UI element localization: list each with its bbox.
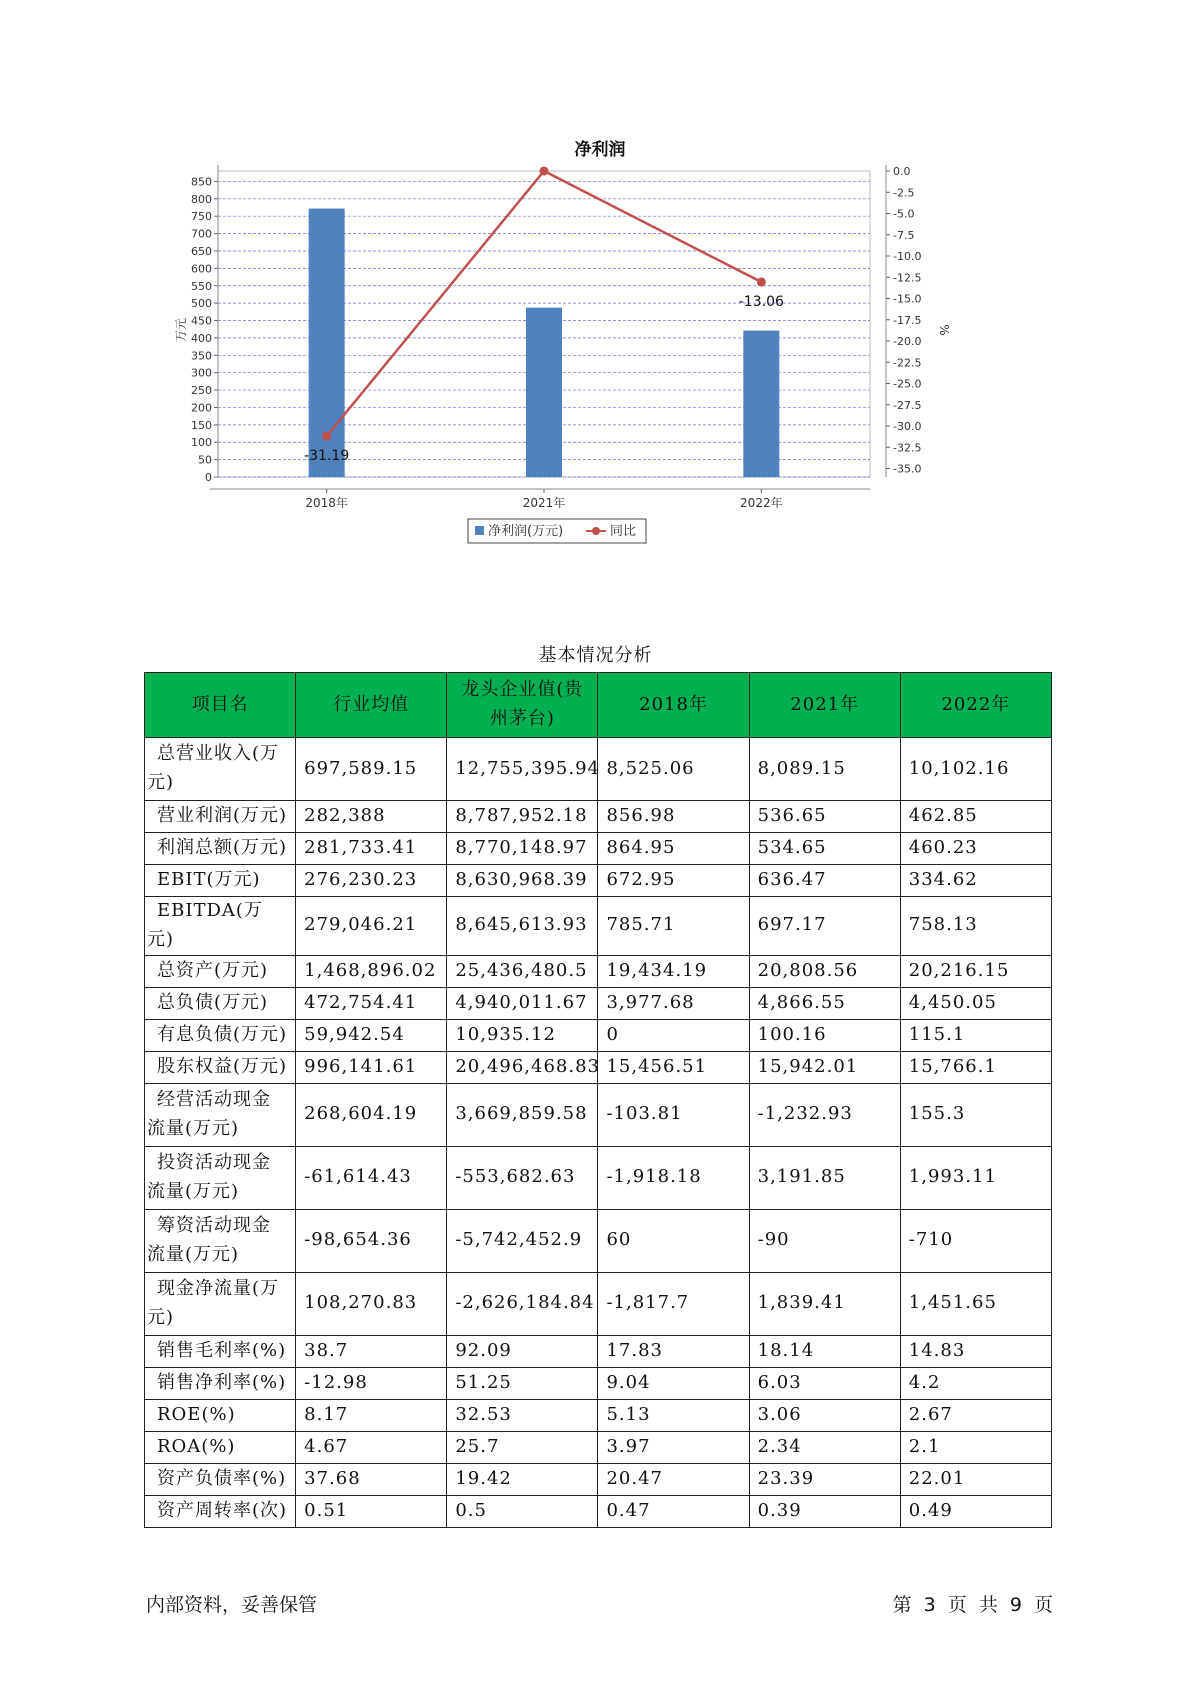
table-cell: 115.1: [900, 1019, 1051, 1051]
y-tick-label: 750: [191, 210, 212, 224]
footer-confidential: 内部资料，妥善保管: [146, 1594, 318, 1616]
table-cell: 5.13: [598, 1399, 749, 1431]
table-cell: 268,604.19: [296, 1083, 447, 1146]
y-right-tick-label: -32.5: [893, 441, 922, 455]
table-cell: 20.47: [598, 1463, 749, 1495]
y-tick-label: 400: [191, 331, 212, 345]
table-cell: 2.34: [749, 1431, 900, 1463]
table-cell: 279,046.21: [296, 897, 447, 956]
table-cell: 1,468,896.02: [296, 955, 447, 987]
row-label: 总营业收入(万元): [145, 738, 296, 801]
table-cell: 4,940,011.67: [447, 987, 598, 1019]
x-tick-label: 2021年: [522, 496, 566, 510]
table-row: [145, 1431, 1052, 1463]
table-cell: 8,630,968.39: [447, 865, 598, 897]
y-tick-label: 850: [191, 175, 212, 189]
x-tick-label: 2022年: [740, 496, 783, 510]
y-right-tick-label: 0.0: [893, 165, 911, 178]
table-cell: 2.1: [900, 1431, 1051, 1463]
row-label: EBIT(万元): [145, 865, 296, 897]
data-label: -13.06: [738, 294, 784, 311]
table-cell: 697.17: [749, 897, 900, 956]
table-cell: 0.47: [598, 1495, 749, 1527]
y-tick-label: 150: [191, 418, 212, 432]
table-cell: 15,942.01: [749, 1051, 900, 1083]
footer-page-number: 第 3 页 共 9 页: [892, 1594, 1053, 1616]
table-cell: 460.23: [900, 833, 1051, 865]
table-cell: -61,614.43: [296, 1146, 447, 1209]
y-tick-label: 550: [191, 279, 212, 293]
table-cell: 276,230.23: [296, 865, 447, 897]
table-cell: 0.5: [447, 1495, 598, 1527]
table-cell: 8,525.06: [598, 738, 749, 801]
table-cell: 10,102.16: [900, 738, 1051, 801]
table-row: [145, 1083, 1052, 1146]
table-cell: 4.2: [900, 1367, 1051, 1399]
row-label: EBITDA(万元): [145, 897, 296, 956]
table-cell: 282,388: [296, 801, 447, 833]
y-tick-label: 600: [191, 262, 212, 276]
table-cell: 155.3: [900, 1083, 1051, 1146]
y-axis-label: 万元: [174, 317, 188, 343]
table-cell: -553,682.63: [447, 1146, 598, 1209]
table-row: [145, 1209, 1052, 1272]
table-cell: 20,496,468.83: [447, 1051, 598, 1083]
table-cell: 334.62: [900, 865, 1051, 897]
table-cell: -90: [749, 1209, 900, 1272]
net-profit-chart: [150, 125, 1050, 595]
table-cell: 8,787,952.18: [447, 801, 598, 833]
y-tick-label: 350: [191, 349, 212, 363]
bar: [526, 308, 562, 477]
table-cell: 19,434.19: [598, 955, 749, 987]
row-label: 总负债(万元): [145, 987, 296, 1019]
row-label: 利润总额(万元): [145, 833, 296, 865]
table-header-row: [145, 673, 1052, 738]
table-cell: 536.65: [749, 801, 900, 833]
header-year-2022: 2022年: [900, 673, 1051, 738]
table-row: [145, 1272, 1052, 1335]
legend: [468, 519, 646, 543]
table-cell: 472,754.41: [296, 987, 447, 1019]
table-cell: 20,216.15: [900, 955, 1051, 987]
table-cell: 15,456.51: [598, 1051, 749, 1083]
y-right-tick-label: -30.0: [893, 420, 922, 433]
table-cell: 12,755,395.94: [447, 738, 598, 801]
table-row: [145, 897, 1052, 956]
y-tick-label: 450: [191, 314, 212, 328]
legend-label-line: 同比: [610, 524, 637, 539]
table-row: [145, 865, 1052, 897]
table-row: [145, 987, 1052, 1019]
table-row: [145, 738, 1052, 801]
table-cell: 19.42: [447, 1463, 598, 1495]
table-cell: 4.67: [296, 1431, 447, 1463]
table-cell: 100.16: [749, 1019, 900, 1051]
table-cell: 37.68: [296, 1463, 447, 1495]
table-cell: 8,089.15: [749, 738, 900, 801]
table-cell: 1,839.41: [749, 1272, 900, 1335]
table-row: [145, 833, 1052, 865]
y-tick-label: 200: [191, 401, 212, 415]
table-cell: 17.83: [598, 1335, 749, 1367]
y-right-tick-label: -15.0: [893, 292, 922, 306]
header-year-2021: 2021年: [749, 673, 900, 738]
row-label: ROE(%): [145, 1399, 296, 1431]
table-row: [145, 1463, 1052, 1495]
y-tick-label: 700: [191, 227, 212, 241]
row-label: 筹资活动现金流量(万元): [145, 1209, 296, 1272]
y-right-tick-label: -12.5: [893, 271, 922, 285]
y-right-tick-label: -27.5: [893, 398, 922, 412]
row-label: 现金净流量(万元): [145, 1272, 296, 1335]
table-cell: 10,935.12: [447, 1019, 598, 1051]
y-right-tick-label: -10.0: [893, 250, 922, 263]
table-cell: 4,450.05: [900, 987, 1051, 1019]
table-cell: 0: [598, 1019, 749, 1051]
legend-swatch-bar: [475, 526, 484, 535]
chart-title: 净利润: [574, 140, 626, 160]
table-cell: 15,766.1: [900, 1051, 1051, 1083]
table-cell: 9.04: [598, 1367, 749, 1399]
table-cell: 534.65: [749, 833, 900, 865]
y-tick-label: 650: [191, 244, 212, 258]
y-right-tick-label: -25.0: [893, 377, 922, 391]
row-label: ROA(%): [145, 1431, 296, 1463]
table-title: 基本情况分析: [538, 645, 653, 666]
data-label: -31.19: [304, 448, 350, 465]
y-tick-label: 300: [191, 366, 212, 380]
basic-analysis-table: [144, 672, 1052, 1528]
table-cell: 3.97: [598, 1431, 749, 1463]
row-label: 资产负债率(%): [145, 1463, 296, 1495]
table-cell: 60: [598, 1209, 749, 1272]
row-label: 销售毛利率(%): [145, 1335, 296, 1367]
row-label: 股东权益(万元): [145, 1051, 296, 1083]
table-cell: 758.13: [900, 897, 1051, 956]
table-cell: -1,817.7: [598, 1272, 749, 1335]
x-tick-label: 2018年: [305, 496, 348, 510]
y-tick-label: 0: [205, 471, 212, 484]
y-tick-label: 500: [191, 297, 212, 311]
table-cell: 0.49: [900, 1495, 1051, 1527]
table-cell: 32.53: [447, 1399, 598, 1431]
table-cell: -1,918.18: [598, 1146, 749, 1209]
y-right-tick-label: -7.5: [893, 228, 915, 242]
y-right-tick-label: -20.0: [893, 335, 922, 348]
y-tick-label: 800: [191, 192, 212, 206]
header-year-2018: 2018年: [598, 673, 749, 738]
y-tick-label: 250: [191, 384, 212, 398]
table-row: [145, 801, 1052, 833]
line-point: [322, 432, 331, 441]
y-right-tick-label: -2.5: [893, 186, 915, 200]
table-cell: 14.83: [900, 1335, 1051, 1367]
table-cell: 6.03: [749, 1367, 900, 1399]
table-cell: 18.14: [749, 1335, 900, 1367]
table-cell: 2.67: [900, 1399, 1051, 1431]
y-tick-label: 50: [198, 453, 212, 467]
table-row: [145, 1051, 1052, 1083]
header-industry-avg: 行业均值: [296, 673, 447, 738]
table-cell: 25,436,480.5: [447, 955, 598, 987]
table-cell: 20,808.56: [749, 955, 900, 987]
y-right-tick-label: -22.5: [893, 356, 922, 370]
y-right-tick-label: -5.0: [893, 207, 915, 221]
table-cell: 281,733.41: [296, 833, 447, 865]
table-cell: 672.95: [598, 865, 749, 897]
row-label: 销售净利率(%): [145, 1367, 296, 1399]
table-cell: 462.85: [900, 801, 1051, 833]
table-cell: 0.51: [296, 1495, 447, 1527]
table-cell: 92.09: [447, 1335, 598, 1367]
row-label: 总资产(万元): [145, 955, 296, 987]
table-cell: 8.17: [296, 1399, 447, 1431]
table-cell: 38.7: [296, 1335, 447, 1367]
table-cell: 22.01: [900, 1463, 1051, 1495]
line-point: [757, 278, 766, 287]
table-cell: 3,191.85: [749, 1146, 900, 1209]
y-right-tick-label: -35.0: [893, 462, 922, 476]
table-row: [145, 1019, 1052, 1051]
row-label: 经营活动现金流量(万元): [145, 1083, 296, 1146]
table-cell: 785.71: [598, 897, 749, 956]
table-cell: -1,232.93: [749, 1083, 900, 1146]
table-cell: 3.06: [749, 1399, 900, 1431]
table-cell: -5,742,452.9: [447, 1209, 598, 1272]
table-cell: 0.39: [749, 1495, 900, 1527]
table-cell: 4,866.55: [749, 987, 900, 1019]
table-cell: 108,270.83: [296, 1272, 447, 1335]
table-cell: 1,451.65: [900, 1272, 1051, 1335]
row-label: 营业利润(万元): [145, 801, 296, 833]
table-row: [145, 955, 1052, 987]
table-cell: 636.47: [749, 865, 900, 897]
table-row: [145, 1495, 1052, 1527]
table-cell: 3,977.68: [598, 987, 749, 1019]
table-cell: -98,654.36: [296, 1209, 447, 1272]
table-cell: -12.98: [296, 1367, 447, 1399]
y-axis-right-label: %: [937, 324, 951, 336]
header-leader-value: 龙头企业值(贵州茅台): [447, 673, 598, 738]
row-label: 资产周转率(次): [145, 1495, 296, 1527]
row-label: 有息负债(万元): [145, 1019, 296, 1051]
table-cell: 51.25: [447, 1367, 598, 1399]
header-item-name: 项目名: [145, 673, 296, 738]
table-row: [145, 1335, 1052, 1367]
table-cell: 697,589.15: [296, 738, 447, 801]
table-cell: 25.7: [447, 1431, 598, 1463]
table-cell: 996,141.61: [296, 1051, 447, 1083]
table-cell: 1,993.11: [900, 1146, 1051, 1209]
row-label: 投资活动现金流量(万元): [145, 1146, 296, 1209]
table-row: [145, 1399, 1052, 1431]
table-cell: -2,626,184.84: [447, 1272, 598, 1335]
line-point: [540, 167, 549, 176]
legend-swatch-marker: [592, 527, 600, 535]
bar: [743, 331, 779, 477]
table-row: [145, 1146, 1052, 1209]
table-cell: 8,770,148.97: [447, 833, 598, 865]
table-cell: 23.39: [749, 1463, 900, 1495]
table-cell: -103.81: [598, 1083, 749, 1146]
table-cell: 864.95: [598, 833, 749, 865]
table-cell: 59,942.54: [296, 1019, 447, 1051]
y-right-tick-label: -17.5: [893, 313, 922, 327]
legend-label-bar: 净利润(万元): [488, 524, 564, 539]
table-cell: 3,669,859.58: [447, 1083, 598, 1146]
table-cell: -710: [900, 1209, 1051, 1272]
table-row: [145, 1367, 1052, 1399]
table-cell: 8,645,613.93: [447, 897, 598, 956]
table-cell: 856.98: [598, 801, 749, 833]
y-tick-label: 100: [191, 436, 212, 450]
